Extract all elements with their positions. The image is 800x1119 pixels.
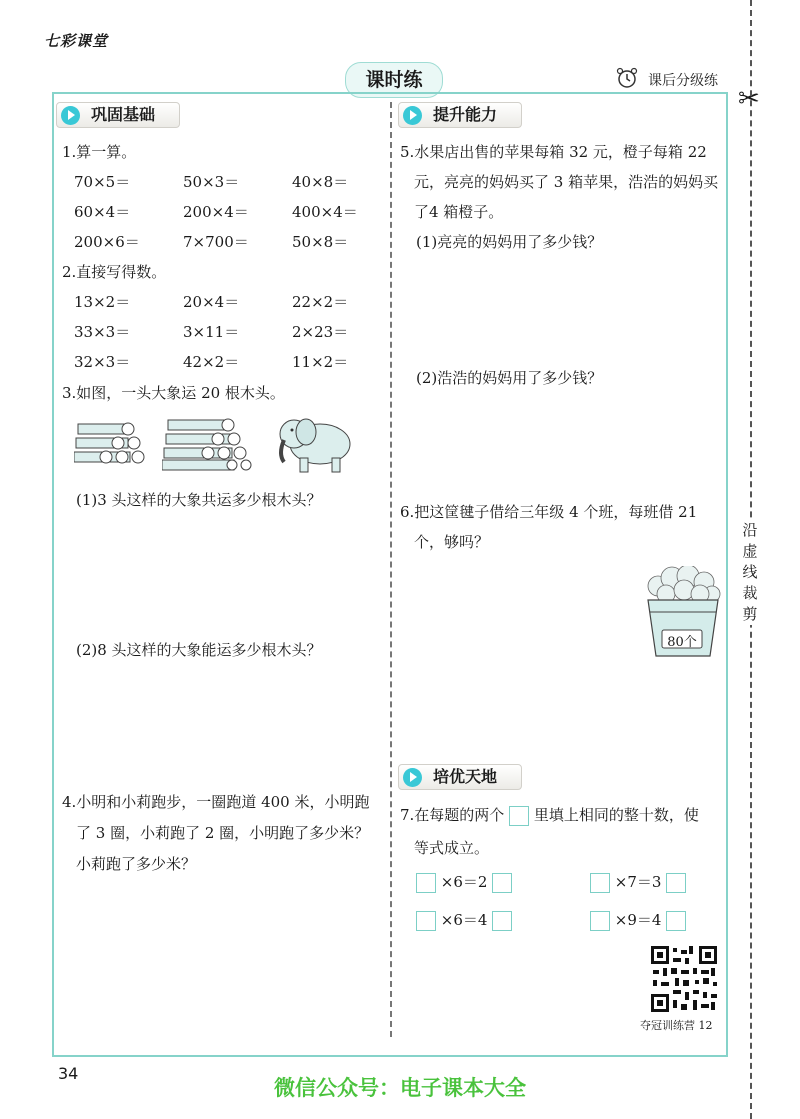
section-header-improve [398,102,522,128]
q7-equation: ×7＝3 [590,872,686,893]
q1-item: 200×4＝ [183,203,249,221]
q4-line2: 了 3 圈，小莉跑了 2 圈，小明跑了多少米？ [76,824,370,842]
q2-item: 11×2＝ [292,353,349,371]
q2-item: 22×2＝ [292,293,349,311]
answer-box[interactable] [666,873,686,893]
q2-item: 42×2＝ [183,353,240,371]
section-label: 培优天地 [433,767,498,786]
play-icon [403,768,422,787]
q5-sub1: (1)亮亮的妈妈用了多少钱？ [416,233,603,251]
qr-caption: 夺冠训练营 12 [640,1019,713,1032]
q5-line3: 了4 箱橙子。 [414,203,504,221]
q1-item: 40×8＝ [292,173,349,191]
section-label: 巩固基础 [91,105,156,124]
qr-code-icon[interactable] [649,944,719,1014]
section-header-excel [398,764,522,790]
q2-item: 32×3＝ [74,353,131,371]
q1-item: 50×8＝ [292,233,349,251]
q2-item: 3×11＝ [183,323,240,341]
q6-line2: 个，够吗？ [414,533,490,551]
play-icon [61,106,80,125]
watermark-text: 微信公众号：电子课本大全 [274,1076,526,1100]
alarm-clock-icon [615,66,639,90]
brand-logo: 七彩课堂 [44,32,109,50]
section-header-basic [56,102,180,128]
q1-item: 200×6＝ [74,233,140,251]
answer-box[interactable] [590,911,610,931]
play-icon [403,106,422,125]
q7-equation: ×6＝2 [416,872,512,893]
q1-item: 70×5＝ [74,173,131,191]
column-divider [390,102,392,1037]
q7-equation: ×6＝4 [416,910,512,931]
answer-box[interactable] [492,911,512,931]
q6-line1: 6.把这筐毽子借给三年级 4 个班，每班借 21 [400,503,698,521]
elephant-icon [270,410,354,474]
log-pile-icon [162,416,254,474]
tier-label: 课后分级练 [648,73,718,89]
q7-equation: ×9＝4 [590,910,686,931]
q2-item: 20×4＝ [183,293,240,311]
answer-box[interactable] [416,911,436,931]
q1-item: 50×3＝ [183,173,240,191]
answer-box[interactable] [492,873,512,893]
q5-sub2: (2)浩浩的妈妈用了多少钱？ [416,369,603,387]
section-label: 提升能力 [433,105,498,124]
q1-title: 1.算一算。 [62,143,137,161]
cut-instruction: 沿虚线裁剪 [739,520,761,625]
q2-item: 13×2＝ [74,293,131,311]
scissors-icon: ✂ [738,84,760,114]
blank-box [509,806,529,826]
q2-item: 2×23＝ [292,323,349,341]
q7-line1: 7.在每题的两个 里填上相同的整十数，使 [400,806,699,824]
answer-box[interactable] [416,873,436,893]
q2-title: 2.直接写得数。 [62,263,167,281]
page-title: 课时练 [345,62,443,98]
q3-title: 3.如图，一头大象运 20 根木头。 [62,384,285,402]
q7-line2: 等式成立。 [414,839,490,857]
q4-line3: 小莉跑了多少米？ [76,855,197,873]
page-number: 34 [58,1064,79,1083]
q2-item: 33×3＝ [74,323,131,341]
log-pile-icon [74,418,148,474]
q1-item: 60×4＝ [74,203,131,221]
basket-count-label: 80个 [667,635,697,650]
answer-box[interactable] [666,911,686,931]
q5-line1: 5.水果店出售的苹果每箱 32 元，橙子每箱 22 [400,143,707,161]
q3-sub1: (1)3 头这样的大象共运多少根木头？ [76,491,322,509]
q4-line1: 4.小明和小莉跑步，一圈跑道 400 米，小明跑 [62,793,370,811]
q1-item: 400×4＝ [292,203,358,221]
q5-line2: 元，亮亮的妈妈买了 3 箱苹果，浩浩的妈妈买 [414,173,719,191]
q3-sub2: (2)8 头这样的大象能运多少根木头？ [76,641,322,659]
answer-box[interactable] [590,873,610,893]
q1-item: 7×700＝ [183,233,249,251]
